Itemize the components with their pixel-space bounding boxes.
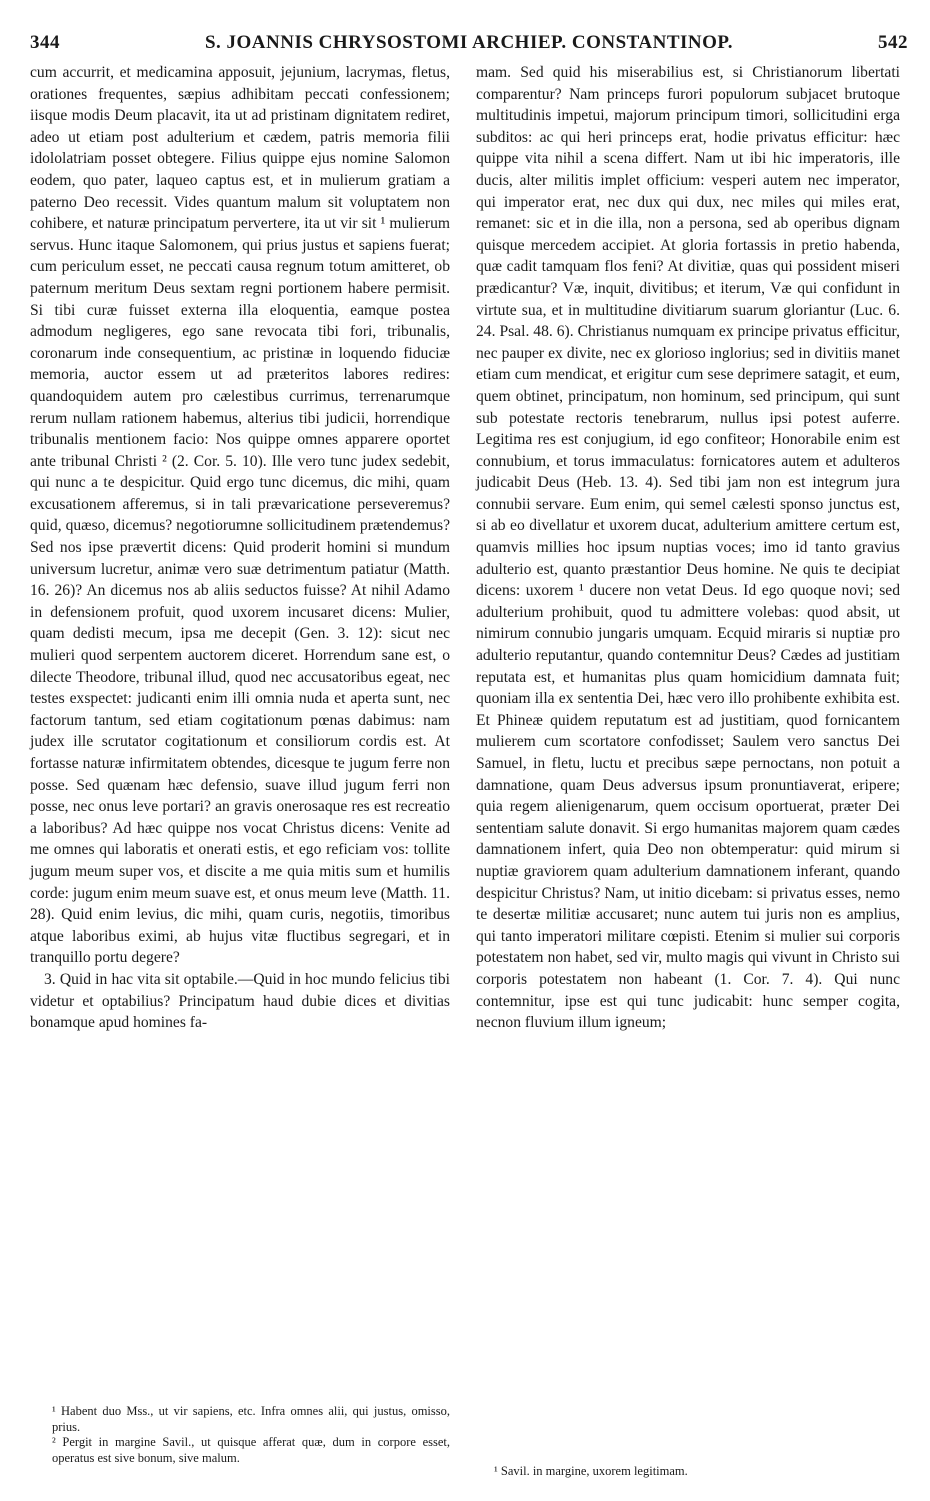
left-paragraph-1: cum accurrit, et medicamina apposuit, jejunium, lacrymas, fletus, orationes frequentes, sæpius adhibitam peccati confessionem; iisque modis Deum placavit, ita ut ad pristinam dignitatem rediret, adeo ut etiam post adulterium et cædem, patris memoria filii idololatriam posset obtegere. Filius quippe ejus nomine Salomon eodem, quo pater, laqueo captus est, et in mulierum gratiam a paterno Deo recessit. Vides quantum malum sit voluptatem non cohibere, et naturæ principatum pervertere, ita ut vir sit ¹ mulierum servus. Hunc itaque Salomonem, qui prius justus et sapiens fuerat; cum periculum esset, ne peccati causa regnum totum amitteret, ob paternum meritum Deus sextam regni portionem habere permisit. Si tibi curæ fuisset externa illa eloquentia, eamque postea admodum negligeres, ego sane revocata tibi fori, tribunalis, coronarum inde consequentium, ac pristinæ in loquendo fiduciæ memoria, auctor essem ut ad præteritos labores redires: quandoquidem autem pro cælestibus currimus, terrenarumque rerum nullam rationem habemus, alterius tibi judicii, horrendique tribunalis mentionem facio: Nos quippe omnes apparere oportet ante tribunal Christi ² (2. Cor. 5. 10). Ille vero tunc judex sedebit, qui nunc a te despicitur. Quid ergo tunc dicemus, dic mihi, quam excusationem afferemus, si in tali prævaricatione perseveremus? quid, quæso, dicemus? negotiorumne sollicitudinem prætendemus? Sed nos ipse prævertit dicens: Quid proderit homini si mundum universum lucretur, animæ vero suæ detrimentum patiatur (Matth. 16. 26)? An dicemus nos ab aliis seductos fuisse? At nihil Adamo in defensionem profuit, quod uxorem incusaret dicens: Mulier, quam dedisti mecum, ipsa me decepit (Gen. 3. 12): sicut nec mulieri quod serpentem auctorem diceret. Horrendum sane est, o dilecte Theodore, tribunal illud, quod nec accusatoribus egeat, nec testes exspectet: judicanti enim illi omnia nuda et aperta sunt, nec factorum tantum, sed etiam cogitationum pœnas dabimus: nam judex ille scrutator cogitationum et consiliorum cordis est. At fortasse naturæ infirmitatem obtendes, dicesque te jugum ferre non posse. Sed quænam hæc defensio, suave illud jugum ferri non posse, nec onus leve portari? an gravis onerosaque res est recreatio a laboribus? Ad hæc quippe nos vocat Christus dicens: Venite ad me omnes qui laboratis et onerati estis, et ego reficiam vos: tollite jugum meum super vos, et discite a me quia mitis sum et humilis corde: jugum enim meum suave est, et onus meum leve (Matth. 11. 28). Quid enim levius, dic mihi, quam curis, negotiis, timoribus atque laboribus eximi, ab hujus vitæ fluctibus segregari, et in tranquillo portu degere?: [30, 64, 450, 967]
right-column: [476, 62, 900, 1034]
footnotes-right: [494, 1464, 894, 1480]
running-title: S. JOANNIS CHRYSOSTOMI ARCHIEP. CONSTANTINOP.: [204, 32, 734, 53]
footnote-left-1: ¹ Habent duo Mss., ut vir sapiens, etc. Infra omnes alii, qui justus, omisso, prius.: [52, 1404, 450, 1434]
page-number-right: 542: [878, 32, 908, 53]
footnotes-left: [52, 1404, 450, 1466]
page-number-left: 344: [30, 32, 60, 53]
left-paragraph-2: 3. Quid in hac vita sit optabile.—Quid in hoc mundo felicius tibi videtur et optabilius? Principatum haud dubie dices et divitias bonamque apud homines fa-: [30, 970, 450, 1032]
footnote-left-2: ² Pergit in margine Savil., ut quisque afferat quæ, dum in corpore esset, operatus est sive bonum, sive malum.: [52, 1435, 450, 1465]
running-header: [30, 28, 908, 58]
left-column: [30, 62, 450, 1034]
right-paragraph-1: mam. Sed quid his miserabilius est, si Christianorum libertati comparentur? Nam princeps furori populorum subjacet brutoque multitudinis impetui, majorum principum timori, sollicitudini erga subditos: ac qui heri princeps erat, hodie privatus efficitur: hæc quippe vita nihil a scena differt. Nam ut ibi hic imperatoris, ille ducis, alter militis implet officium: vesperi autem nec imperator, qui imperator erat, nec dux qui dux, nec miles qui miles erat, remanet: sic et in die illa, non a persona, sed ab operibus dignam quisque mercedem accipiet. At gloria fortassis in pretio habenda, quæ cadit tamquam flos feni? At divitiæ, quas qui possident miseri prædicantur? Væ, inquit, divitibus; et iterum, Væ qui confidunt in virtute sua, et in multitudine divitiarum suarum gloriantur (Luc. 6. 24. Psal. 48. 6). Christianus numquam ex principe privatus efficitur, nec pauper ex divite, nec ex glorioso inglorius; sed in divitiis manet etiam cum mendicat, et erigitur cum sese deprimere satagit, et eum, quem obtinet, principatum, non hominum, sed principum, qui sunt sub potestate rectoris tenebrarum, nullus ipsi potest auferre. Legitima res est conjugium, id ego confiteor; Honorabile enim est connubium, et torus immaculatus: fornicatores autem et adulteros judicabit Deus (Heb. 13. 4). Sed tibi jam non est integrum jura connubii servare. Eum enim, qui semel cælesti sponso junctus est, si ab eo divellatur et uxorem ducat, adulterium amittere certum est, quamvis millies hoc ipsum nuptias voces; imo id tanto gravius adulterio est, quanto præstantior Deus homine. Ne quis te decipiat dicens: uxorem ¹ ducere non vetat Deus. Id ego quoque novi; sed adulterium prohibuit, quod tu admittere volebas: quod absit, ut nimirum connubio jungaris umquam. Ecquid miraris si nuptiæ pro adulterio reputantur, quando contemnitur Deus? Cædes ad justitiam reputata est, et humanitas plus quam homicidium damnata fuit; quoniam illa ex sententia Dei, hæc vero illo prohibente exhibita est. Et Phineæ quidem reputatum est ad justitiam, quod fornicantem mulierem cum scortatore confodisset; Saulem vero sanctus Dei Samuel, in fletu, luctu et precibus sæpe pernoctans, non potuit a damnatione, quam Deus adversus ipsum pronuntiaverat, eripere; quia regem alienigenarum, quem occisum oportuerat, præter Dei sententiam salute donavit. Si ergo humanitas majorem quam cædes damnationem infert, quia Deo non obtemperatur: quid mirum si nuptiæ graviorem quam adulterium damnationem inferant, quando despicitur Christus? Nam, ut initio dicebam: si privatus esses, nemo te desertæ militiæ accusaret; nunc autem tui juris non es amplius, qui tanto imperatori militare cœpisti. Etenim si mulier sui corporis potestatem non habet, sed vir, multo magis qui vivunt in Christo sui corporis potestatem non habeant (1. Cor. 7. 4). Qui nunc contemnitur, ipse est qui tunc judicabit: hunc semper cogita, necnon fluvium illum igneum;: [476, 64, 900, 1032]
footnote-right-1: ¹ Savil. in margine, uxorem legitimam.: [494, 1464, 688, 1478]
